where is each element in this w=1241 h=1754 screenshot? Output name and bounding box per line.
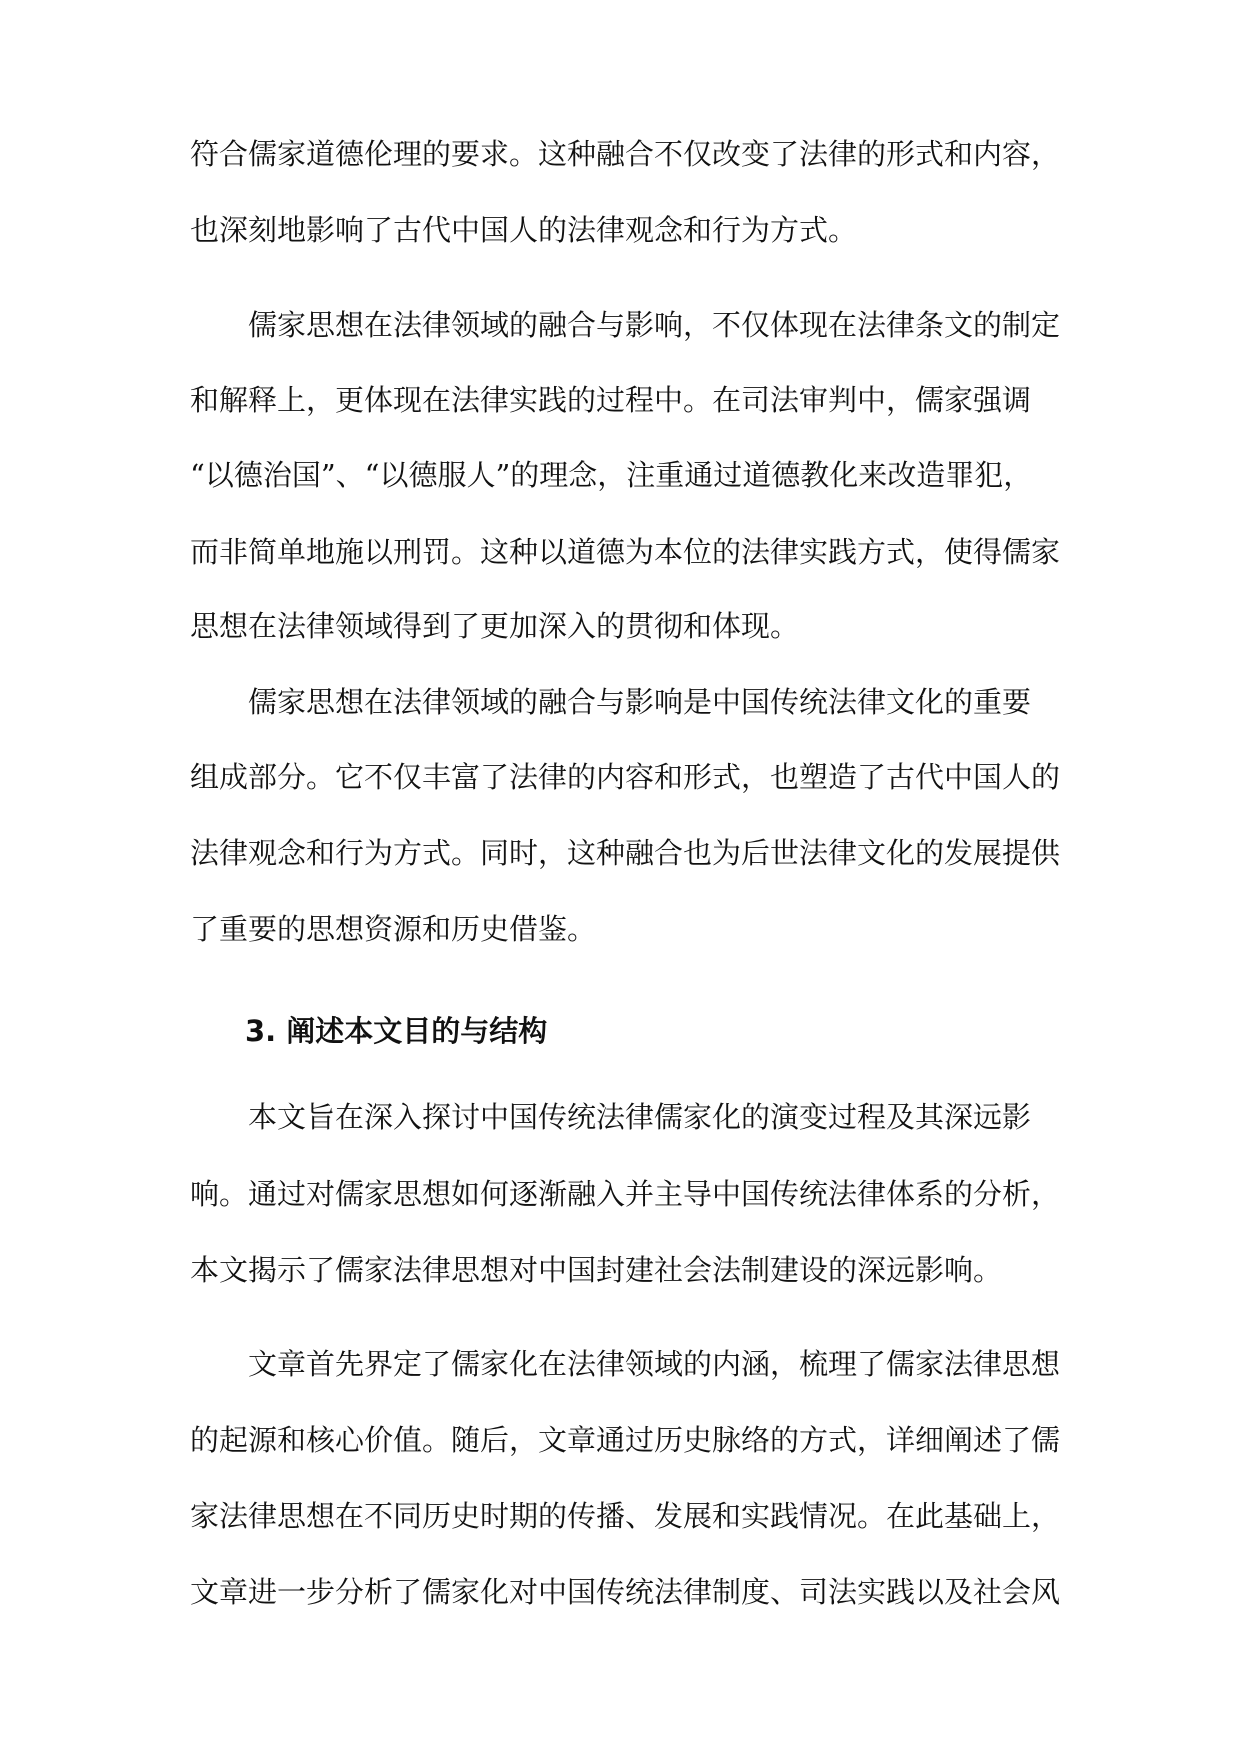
text-line: 文章进一步分析了儒家化对中国传统法律制度、司法实践以及社会风 [190,1575,1061,1609]
paragraph-first-line: 本文旨在深入探讨中国传统法律儒家化的演变过程及其深远影 [248,1100,1032,1134]
section-heading: 3. 阐述本文目的与结构 [245,1014,548,1048]
paragraph-first-line: 儒家思想在法律领域的融合与影响，不仅体现在法律条文的制定 [248,308,1061,342]
text-line: 家法律思想在不同历史时期的传播、发展和实践情况。在此基础上， [190,1499,1061,1533]
text-line: 而非简单地施以刑罚。这种以道德为本位的法律实践方式，使得儒家 [190,535,1061,569]
paragraph-first-line: 文章首先界定了儒家化在法律领域的内涵，梳理了儒家法律思想 [248,1347,1061,1381]
text-line: 和解释上，更体现在法律实践的过程中。在司法审判中，儒家强调 [190,383,1032,417]
text-line: 也深刻地影响了古代中国人的法律观念和行为方式。 [190,213,858,247]
text-line: 法律观念和行为方式。同时，这种融合也为后世法律文化的发展提供 [190,836,1061,870]
text-line: 组成部分。它不仅丰富了法律的内容和形式，也塑造了古代中国人的 [190,760,1061,794]
text-line: “以德治国”、“以德服人”的理念，注重通过道德教化来改造罪犯， [190,458,1033,492]
text-line: 本文揭示了儒家法律思想对中国封建社会法制建设的深远影响。 [190,1253,1003,1287]
text-line: 响。通过对儒家思想如何逐渐融入并主导中国传统法律体系的分析， [190,1177,1061,1211]
text-line: 思想在法律领域得到了更加深入的贯彻和体现。 [190,609,800,643]
text-line: 符合儒家道德伦理的要求。这种融合不仅改变了法律的形式和内容， [190,137,1061,171]
text-line: 了重要的思想资源和历史借鉴。 [190,912,597,946]
paragraph-first-line: 儒家思想在法律领域的融合与影响是中国传统法律文化的重要 [248,685,1032,719]
text-line: 的起源和核心价值。随后，文章通过历史脉络的方式，详细阐述了儒 [190,1423,1061,1457]
